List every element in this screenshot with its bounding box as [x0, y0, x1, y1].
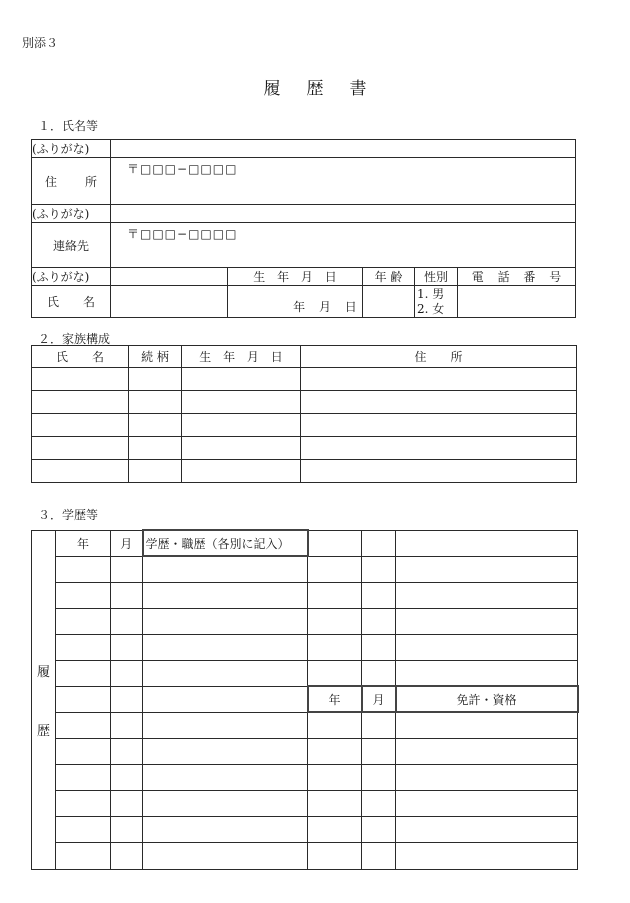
history-month-header: 月 — [111, 530, 143, 556]
birthdate-header: 生 年 月 日 — [228, 268, 363, 286]
family-relation-cell[interactable] — [129, 414, 182, 437]
family-birthdate-cell[interactable] — [182, 437, 301, 460]
family-relation-cell[interactable] — [129, 437, 182, 460]
history-row — [32, 608, 578, 634]
history-content-cell[interactable] — [396, 582, 578, 608]
license-month-cell[interactable] — [362, 842, 396, 869]
history-month-cell[interactable] — [111, 686, 143, 712]
history-content-cell[interactable] — [396, 530, 578, 556]
history-year-cell[interactable] — [56, 556, 111, 582]
personal-info-table — [31, 139, 576, 318]
family-address-cell[interactable] — [301, 368, 577, 391]
history-month-cell[interactable] — [362, 556, 396, 582]
license-year-cell[interactable] — [308, 712, 362, 738]
history-content-cell[interactable] — [143, 660, 308, 686]
section3-heading: ３．学歴等 — [38, 508, 99, 522]
family-relation-cell[interactable] — [129, 368, 182, 391]
history-side-label — [32, 530, 56, 869]
history-month-cell[interactable] — [111, 634, 143, 660]
license-content-cell[interactable] — [396, 738, 578, 764]
family-name-cell[interactable] — [32, 460, 129, 483]
license-content-cell[interactable] — [396, 790, 578, 816]
license-content-header: 免許・資格 — [396, 686, 578, 712]
family-relation-cell[interactable] — [129, 391, 182, 414]
history-month-cell[interactable] — [111, 556, 143, 582]
family-birthdate-cell[interactable] — [182, 460, 301, 483]
license-content-cell[interactable] — [396, 816, 578, 842]
license-month-cell[interactable] — [362, 790, 396, 816]
license-year-cell[interactable] — [308, 842, 362, 869]
history-year-cell[interactable] — [56, 816, 111, 842]
history-row — [32, 660, 578, 686]
history-content-cell[interactable] — [143, 634, 308, 660]
section1-heading: １．氏名等 — [38, 119, 99, 133]
name-cell[interactable] — [111, 286, 228, 318]
history-month-cell[interactable] — [111, 582, 143, 608]
section2-heading: ２．家族構成 — [38, 332, 111, 346]
history-month-cell[interactable] — [111, 790, 143, 816]
family-birthdate-cell[interactable] — [182, 414, 301, 437]
history-side-char-1: 履 — [36, 664, 50, 680]
family-address-cell[interactable] — [301, 391, 577, 414]
address-furigana-cell[interactable] — [111, 140, 576, 158]
history-month-cell[interactable] — [362, 582, 396, 608]
history-table — [31, 529, 579, 870]
history-row — [32, 556, 578, 582]
history-year-cell[interactable] — [56, 764, 111, 790]
contact-cell[interactable]: 〒□□□−□□□□ — [111, 223, 576, 268]
history-content-cell[interactable] — [143, 582, 308, 608]
history-content-cell[interactable] — [143, 790, 308, 816]
history-year-cell[interactable] — [56, 712, 111, 738]
family-header-name: 氏 名 — [32, 346, 129, 368]
history-year-cell[interactable] — [56, 634, 111, 660]
history-month-cell[interactable] — [111, 738, 143, 764]
history-content-cell[interactable] — [143, 738, 308, 764]
family-birthdate-cell[interactable] — [182, 391, 301, 414]
contact-label: 連絡先 — [32, 223, 111, 268]
history-month-cell[interactable] — [111, 660, 143, 686]
history-year-cell[interactable] — [308, 582, 362, 608]
furigana-label-name: (ふりがな) — [32, 268, 111, 286]
history-month-cell[interactable] — [111, 764, 143, 790]
history-content-cell[interactable] — [143, 842, 308, 869]
history-side-char-2: 歴 — [36, 723, 50, 739]
history-row — [32, 816, 578, 842]
family-header-relation: 続 柄 — [129, 346, 182, 368]
license-content-cell[interactable] — [396, 842, 578, 869]
license-month-cell[interactable] — [362, 738, 396, 764]
history-content-header: 学歴・職歴（各別に記入） — [143, 530, 308, 556]
age-header: 年 齢 — [363, 268, 415, 286]
phone-header: 電 話 番 号 — [458, 268, 576, 286]
family-birthdate-cell[interactable] — [182, 368, 301, 391]
history-row — [32, 686, 578, 712]
history-year-cell[interactable] — [308, 530, 362, 556]
history-content-cell[interactable] — [143, 712, 308, 738]
family-address-cell[interactable] — [301, 437, 577, 460]
family-row — [32, 368, 577, 391]
history-content-cell[interactable] — [396, 556, 578, 582]
family-address-cell[interactable] — [301, 460, 577, 483]
history-content-cell[interactable] — [143, 764, 308, 790]
history-year-cell[interactable] — [56, 842, 111, 869]
license-year-cell[interactable] — [308, 764, 362, 790]
family-header-address: 住 所 — [301, 346, 577, 368]
license-content-cell[interactable] — [396, 764, 578, 790]
family-row — [32, 414, 577, 437]
license-content-cell[interactable] — [396, 712, 578, 738]
page-title: 履歴書 — [263, 79, 393, 99]
license-year-cell[interactable] — [308, 738, 362, 764]
family-row — [32, 460, 577, 483]
history-month-cell[interactable] — [362, 530, 396, 556]
history-row — [32, 764, 578, 790]
history-content-cell[interactable] — [396, 660, 578, 686]
license-month-cell[interactable] — [362, 712, 396, 738]
license-month-cell[interactable] — [362, 816, 396, 842]
license-year-header: 年 — [308, 686, 362, 712]
history-year-cell[interactable] — [308, 608, 362, 634]
family-header-birthdate: 生 年 月 日 — [182, 346, 301, 368]
history-month-cell[interactable] — [362, 660, 396, 686]
license-month-header: 月 — [362, 686, 396, 712]
license-month-cell[interactable] — [362, 764, 396, 790]
license-year-cell[interactable] — [308, 790, 362, 816]
history-year-cell[interactable] — [308, 660, 362, 686]
history-row — [32, 582, 578, 608]
history-content-cell[interactable] — [396, 634, 578, 660]
name-furigana-cell[interactable] — [111, 268, 228, 286]
history-row — [32, 712, 578, 738]
history-month-cell[interactable] — [362, 608, 396, 634]
gender-option-male[interactable]: 1. 男 — [417, 286, 445, 301]
history-content-cell[interactable] — [143, 608, 308, 634]
history-year-cell[interactable] — [56, 790, 111, 816]
history-year-header: 年 — [56, 530, 111, 556]
history-row — [32, 738, 578, 764]
family-table — [31, 345, 577, 483]
history-year-cell[interactable] — [308, 556, 362, 582]
gender-header: 性別 — [415, 268, 458, 286]
history-row — [32, 634, 578, 660]
history-content-cell[interactable] — [396, 608, 578, 634]
family-name-cell[interactable] — [32, 414, 129, 437]
history-month-cell[interactable] — [111, 816, 143, 842]
family-name-cell[interactable] — [32, 437, 129, 460]
address-label: 住 所 — [32, 158, 111, 205]
history-year-cell[interactable] — [308, 634, 362, 660]
gender-option-female[interactable]: 2. 女 — [417, 301, 445, 316]
history-year-cell[interactable] — [56, 686, 111, 712]
history-year-cell[interactable] — [56, 660, 111, 686]
license-year-cell[interactable] — [308, 816, 362, 842]
history-content-cell[interactable] — [143, 686, 308, 712]
attachment-label: 別添３ — [22, 36, 59, 50]
history-month-cell[interactable] — [111, 608, 143, 634]
history-row — [32, 842, 578, 869]
family-row — [32, 437, 577, 460]
family-name-cell[interactable] — [32, 368, 129, 391]
birthdate-cell[interactable]: 年 月 日 — [228, 286, 363, 318]
history-month-cell[interactable] — [362, 634, 396, 660]
furigana-label-address: (ふりがな) — [32, 140, 111, 158]
gender-cell[interactable] — [415, 286, 458, 318]
history-month-cell[interactable] — [111, 842, 143, 869]
name-label: 氏 名 — [32, 286, 111, 318]
history-content-cell[interactable] — [143, 556, 308, 582]
history-row — [32, 790, 578, 816]
furigana-label-contact: (ふりがな) — [32, 205, 111, 223]
history-year-cell[interactable] — [56, 608, 111, 634]
family-row — [32, 391, 577, 414]
history-year-cell[interactable] — [56, 582, 111, 608]
history-year-cell[interactable] — [56, 738, 111, 764]
family-relation-cell[interactable] — [129, 460, 182, 483]
age-cell[interactable] — [363, 286, 415, 318]
history-content-cell[interactable] — [143, 816, 308, 842]
history-month-cell[interactable] — [111, 712, 143, 738]
phone-cell[interactable] — [458, 286, 576, 318]
family-name-cell[interactable] — [32, 391, 129, 414]
address-cell[interactable]: 〒□□□−□□□□ — [111, 158, 576, 205]
contact-furigana-cell[interactable] — [111, 205, 576, 223]
family-address-cell[interactable] — [301, 414, 577, 437]
